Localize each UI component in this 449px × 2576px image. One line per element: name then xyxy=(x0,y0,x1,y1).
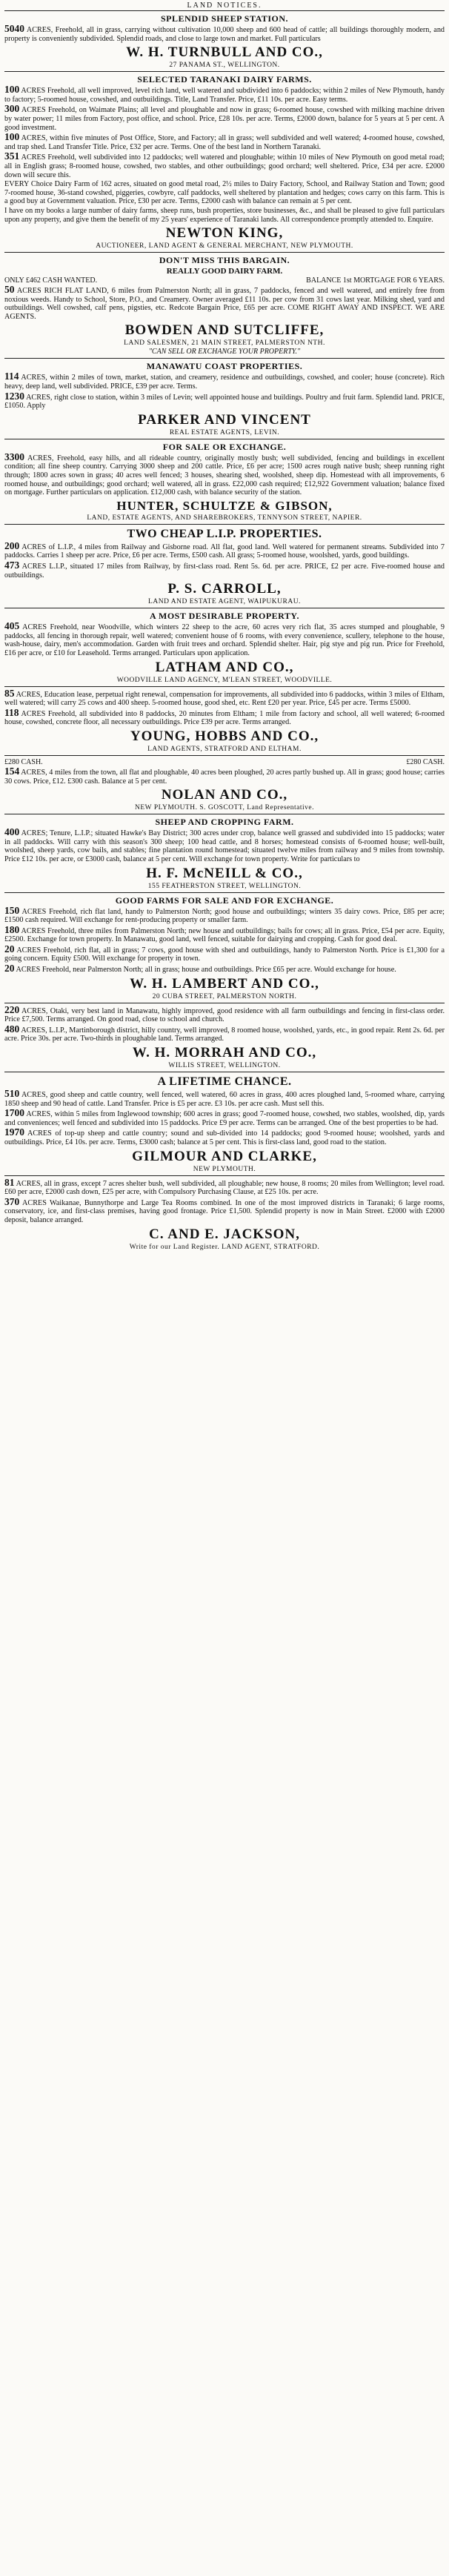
advertisements xyxy=(4,10,445,1253)
listing-text: ACRES Freehold, well subdivided into 12 paddocks; well watered and ploughable; within 10 miles of New Plymouth on good metal road; all in English grass; 8-roomed house, cowshed, two stables, and other outbuildings; good orchard; well sheltered. Price, £34 per acre. £2000 down will secure this. xyxy=(4,153,445,179)
land-advertisement xyxy=(4,524,445,608)
listing-text: ACRES, Otaki, very best land in Manawatu, highly improved, good residence with all farm outbuildings and fencing in first-class order. Price £7,500. Terms arranged. On good road, close to school and church. xyxy=(4,1006,445,1024)
ad-listings xyxy=(4,622,445,657)
agent-name: PARKER AND VINCENT xyxy=(138,411,311,428)
property-listing xyxy=(4,945,445,963)
agent-address: AUCTIONEER, LAND AGENT & GENERAL MERCHANT, NEW PLYMOUTH. xyxy=(96,242,353,250)
property-listing xyxy=(4,1025,445,1043)
ad-listings xyxy=(4,1089,445,1147)
ad-subheadline: REALLY GOOD DAIRY FARM. xyxy=(166,267,283,276)
land-advertisement xyxy=(4,439,445,524)
acreage-figure: 100 xyxy=(4,84,20,96)
ad-listings xyxy=(4,906,445,975)
agent-name: W. H. MORRAH AND CO., xyxy=(132,1045,317,1061)
listing-text: ACRES, right close to station, within 3 miles of Levin; well appointed house and buildings. Poultry and fruit farm. Splendid land. PRICE, £1050. Apply xyxy=(4,393,445,411)
listing-text: ACRES L.I.P., situated 17 miles from Railway, by first-class road. Rent 5s. 6d. per acre. PRICE, £2 per acre. Five-roomed house and outbuildings. xyxy=(4,562,445,580)
ad-listings xyxy=(4,1178,445,1225)
agent-name: NEWTON KING, xyxy=(165,225,284,242)
acreage-figure: 300 xyxy=(4,103,20,115)
acreage-figure: 20 xyxy=(4,963,15,975)
ad-terms-item: BALANCE 1st MORTGAGE FOR 6 YEARS. xyxy=(306,276,445,285)
property-listing xyxy=(4,24,445,43)
listing-text: ACRES of top-up sheep and cattle country; sound and sub-divided into 14 paddocks; good 9-roomed house; woolshed, yards and outbuildings. Price, £4 10s. per acre. Terms, £3000 cash; balance at 5 per cent. This is first-class land, good road to the station. xyxy=(4,1129,445,1146)
property-listing xyxy=(4,152,445,179)
ad-headline: A MOST DESIRABLE PROPERTY. xyxy=(150,611,299,622)
listing-text: ACRES Freehold, rich flat, all in grass; 7 cows, good house with shed and outbuildings, handy to Palmerston North. Price is £1,300 for a going concern. Equity £500. Will exchange for property in town. xyxy=(4,946,445,963)
agent-address: 20 CUBA STREET, PALMERSTON NORTH. xyxy=(152,992,297,1000)
ad-listings xyxy=(4,689,445,727)
listing-text: ACRES Freehold, all well improved, level rich land, well watered and subdivided into 6 paddocks; within 2 miles of New Plymouth, handy to factory; 5-roomed house, cowshed, and outbuildings. Title, Land Transfer. Price, £11 10s. per acre. Easy terms. xyxy=(4,87,445,104)
agent-address: NEW PLYMOUTH. S. GOSCOTT, Land Representative. xyxy=(134,804,314,812)
ad-terms-item: £280 CASH. xyxy=(406,757,445,766)
property-listing xyxy=(4,906,445,925)
property-listing xyxy=(4,1128,445,1146)
agent-address: LAND AND ESTATE AGENT, WAIPUKURAU. xyxy=(148,598,301,606)
land-advertisement xyxy=(4,686,445,755)
listing-text: ACRES, all in grass, except 7 acres shelter bush, well subdivided, all ploughable; new house, 8 rooms; 20 miles from Wellington; level road. £60 per acre, £2000 cash down, £25 per acre, with Compulsory Purchasing Clause, at £25 10s. per acre. xyxy=(4,1179,445,1197)
land-advertisement xyxy=(4,1175,445,1253)
agent-name: W. H. TURNBULL AND CO., xyxy=(126,44,323,61)
acreage-figure: 370 xyxy=(4,1195,20,1207)
listing-text: ACRES Freehold, near Palmerston North; all in grass; house and outbuildings. Price £65 per acre. Would exchange for house. xyxy=(16,966,396,975)
acreage-figure: 220 xyxy=(4,1003,20,1015)
ad-listings xyxy=(4,1003,445,1043)
property-listing xyxy=(4,1178,445,1197)
land-advertisement xyxy=(4,1072,445,1175)
acreage-figure: 20 xyxy=(4,943,15,955)
property-listing xyxy=(4,133,445,151)
agent-name: HUNTER, SCHULTZE & GIBSON, xyxy=(116,498,333,513)
land-advertisement xyxy=(4,608,445,686)
agent-name: H. F. McNEILL & CO., xyxy=(146,865,303,881)
agent-address: LAND AGENTS, STRATFORD AND ELTHAM. xyxy=(147,745,302,753)
property-listing xyxy=(4,372,445,391)
agent-name: LATHAM AND CO., xyxy=(155,659,294,675)
ad-headline: GOOD FARMS FOR SALE AND FOR EXCHANGE. xyxy=(115,894,334,906)
agent-address: Write for our Land Register. LAND AGENT, STRATFORD. xyxy=(129,1243,320,1251)
acreage-figure: 118 xyxy=(4,706,19,718)
acreage-figure: 405 xyxy=(4,620,20,632)
land-advertisement xyxy=(4,358,445,438)
property-listing xyxy=(4,622,445,657)
property-listing xyxy=(4,689,445,708)
listing-text: ACRES, Freehold, all in grass, carrying without cultivation 10,000 sheep and 600 head of cattle; all buildings thoroughly modern, and property is conveniently subdivided. Splendid roads, and close to large town and market. Full particulars xyxy=(4,26,445,43)
acreage-figure: 81 xyxy=(4,1176,15,1188)
agent-name: GILMOUR AND CLARKE, xyxy=(132,1148,317,1164)
ad-headline: FOR SALE OR EXCHANGE. xyxy=(162,441,287,452)
property-listing xyxy=(4,561,445,580)
acreage-figure: 1700 xyxy=(4,1107,24,1119)
ad-headline: SELECTED TARANAKI DAIRY FARMS. xyxy=(137,74,312,85)
property-listing xyxy=(4,85,445,104)
ad-terms-line xyxy=(4,276,445,285)
ad-slogan: "CAN SELL OR EXCHANGE YOUR PROPERTY." xyxy=(148,348,301,356)
listing-text: ACRES, good sheep and cattle country, well fenced, well watered, 60 acres in grass, 400 acres ploughed land, 5-roomed whare, carrying 1850 sheep and 90 head of cattle. Land Transfer. Price is £5 per acre. £3 10s. per acre cash. Must sell this. xyxy=(4,1091,445,1108)
agent-name: NOLAN AND CO., xyxy=(161,787,288,803)
property-listing xyxy=(4,828,445,863)
ad-terms-item: £280 CASH. xyxy=(4,757,43,766)
land-advertisement xyxy=(4,10,445,71)
listing-text: ACRES Freehold, all subdivided into 8 paddocks, 20 minutes from Eltham; 1 mile from factory and school, all well watered; 6-roomed house, cowshed, concrete floor, all necessary outbuildings. Price £39 per acre. Terms arranged. xyxy=(4,709,445,727)
listing-text: ACRES, within 2 miles of town, market, station, and creamery, residence and outbuildings, cowshed, and cooler; house (concrete). Rich heavy, deep land, well subdivided. PRICE, £39 per acre. Terms. xyxy=(4,374,445,391)
agent-address: 155 FEATHERSTON STREET, WELLINGTON. xyxy=(147,882,302,890)
listing-text: ACRES Freehold, three miles from Palmerston North; new house and outbuildings; bails for cows; all in grass. Price, £54 per acre. Equity, £2500. Exchange for town property. In Manawatu, good land, well fenced, suitable for dairying and cropping. Cash for good deal. xyxy=(4,926,445,944)
ad-listings xyxy=(4,24,445,43)
agent-address: LAND SALESMEN, 21 MAIN STREET, PALMERSTON NTH. xyxy=(124,339,325,348)
acreage-figure: 5040 xyxy=(4,23,24,34)
listing-text: ACRES Freehold, near Woodville, which winters 22 sheep to the acre, 60 acres very rich flat, 35 acres stumped and ploughable, 9 paddocks, all fencing in thorough repair, well watered; convenient house of 6 rooms, with every convenience, scullery, telephone to the house, wash-house, dairy, men's accommodation. Garden with fruit trees and orchard. Splendid shelter. Hair, pig stye and pig run. Price for Freehold, £16 per acre, or £10 for Leasehold. Terms arranged. Particulars upon application. xyxy=(4,623,445,657)
property-listing xyxy=(4,1003,445,1024)
property-listing xyxy=(4,453,445,497)
acreage-figure: 85 xyxy=(4,687,15,699)
agent-name: C. AND E. JACKSON, xyxy=(149,1226,300,1242)
ad-listings xyxy=(4,85,445,224)
listing-text: ACRES of L.I.P., 4 miles from Railway and Gisborne road. All flat, good land. Well watered for permanent streams. Subdivided into 7 paddocks. Carries 1 sheep per acre. Price, £6 per acre. Terms, £500 cash. All grass; 5-roomed house, woolshed, yards, good buildings. xyxy=(4,542,445,560)
ad-headline: A LIFETIME CHANCE. xyxy=(157,1075,292,1089)
acreage-figure: 1230 xyxy=(4,390,24,402)
listing-text: ACRES; Tenure, L.I.P.; situated Hawke's Bay District; 300 acres under crop, balance well grassed and subdivided into 15 paddocks; water in all paddocks. Will carry with this season's 300 sheep; 100 head cattle, and 8 horses; homestead consists of 6-roomed house; well-built, woolshed, sheep yards, cow bails, and stables; fine plantation round homestead; situated twelve miles from railway and 9 miles from township. Price £12 10s. per acre, or £3000 cash, balance at 5 per cent. Will exchange for town property. Write for particulars to xyxy=(4,829,445,863)
land-advertisement xyxy=(4,252,445,358)
property-listing xyxy=(4,708,445,727)
property-listing xyxy=(4,964,445,975)
acreage-figure: 180 xyxy=(4,923,20,935)
property-listing xyxy=(4,1109,445,1127)
property-listing xyxy=(4,392,445,411)
agent-name: BOWDEN AND SUTCLIFFE, xyxy=(124,322,325,339)
ad-headline: SHEEP AND CROPPING FARM. xyxy=(155,817,294,828)
listing-text: ACRES, Freehold, easy hills, and all rideable country, originally mostly bush; well subdivided, fencing and buildings in excellent condition; all fine sheep country. Carrying 3000 sheep and 200 cattle. Price, £6 per acre; 1500 acres rough native bush; sheep running right through; 1800 acres sown in grass; 40 acres well fenced; 3 houses, shearing shed, woolshed, sheep dip. Homestead with all improvements, 6 roomed house, and outbuildings; good orchard; well watered, all in grass. £22,000 cash required; £12,922 Government valuation; balance fixed on mortgage. Further particulars on application. £12,000 cash, with balance security of the station. xyxy=(4,454,445,497)
agent-name: W. H. LAMBERT AND CO., xyxy=(130,975,319,992)
listing-text: ACRES RICH FLAT LAND, 6 miles from Palmerston North; all in grass, 7 paddocks, fenced and well watered, and entirely free from noxious weeds. Handy to School, Store, P.O., and Creamery. Owner averaged £11 10s. per cow from 31 cows last year. Milking shed, yard and outbuildings. Well cowshed, calf pens, pigsties, etc. Redcote Bargain Price, £65 per acre. COME RIGHT AWAY AND INSPECT. WE ARE AGENTS. xyxy=(4,287,445,321)
property-listing xyxy=(4,923,445,944)
listing-text: ACRES, within five minutes of Post Office, Store, and Factory; all in grass; well subdivided and well watered; 4-roomed house, cowshed, and trap shed. Land Transfer Title. Price, £32 per acre. Terms. One of the best land in Northern Taranaki. xyxy=(4,134,445,151)
acreage-figure: 154 xyxy=(4,765,20,777)
acreage-figure: 1970 xyxy=(4,1126,24,1138)
ad-headline: TWO CHEAP L.I.P. PROPERTIES. xyxy=(127,527,322,540)
listing-text: ACRES, 4 miles from the town, all flat and ploughable, 40 acres been ploughed, 20 acres partly bushed up. All in grass; good house; carries 30 cows. Price, £12. £300 cash. Balance at 5 per cent. xyxy=(4,768,445,786)
ad-listings xyxy=(4,285,445,321)
ad-listings xyxy=(4,453,445,497)
ad-listings xyxy=(4,828,445,863)
ad-terms-item: ONLY £462 CASH WANTED. xyxy=(4,276,98,285)
listing-text: I have on my books a large number of dairy farms, sheep runs, bush properties, store businesses, &c., and shall be pleased to give full particulars upon any property, and give them the benefit of my 25 years' experience of Taranaki lands. All correspondence promptly attended to. Enquire. xyxy=(4,206,445,224)
listing-text: ACRES Freehold, on Waimate Plains; all level and ploughable and now in grass; 6-roomed house, cowshed with milking machine driven by water power; 11 miles from Factory, post office, and school. Price, £28 10s. per acre. Terms, £2000 down, balance for 5 years at 5 per cent. A good investment. xyxy=(4,106,445,132)
ad-listings xyxy=(4,372,445,410)
acreage-figure: 114 xyxy=(4,371,19,382)
agent-address: WILLIS STREET, WELLINGTON. xyxy=(168,1062,281,1070)
acreage-figure: 473 xyxy=(4,560,20,571)
listing-text: ACRES, Education lease, perpetual right renewal, compensation for improvements, all subdivided into 6 paddocks, within 3 miles of Eltham, well watered; will carry 25 cows and 400 sheep. 5-roomed house, good shed, etc. Rent £20 per year. Price, £45 per acre. Terms £5000. xyxy=(4,690,445,708)
acreage-figure: 480 xyxy=(4,1023,20,1035)
land-advertisement xyxy=(4,71,445,252)
land-advertisement xyxy=(4,1003,445,1072)
property-listing xyxy=(4,207,445,224)
land-advertisement xyxy=(4,892,445,1003)
ad-headline: MANAWATU COAST PROPERTIES. xyxy=(146,361,303,372)
agent-name: YOUNG, HOBBS AND CO., xyxy=(130,728,319,744)
page-masthead: LAND NOTICES. xyxy=(187,1,262,10)
property-listing xyxy=(4,767,445,786)
acreage-figure: 510 xyxy=(4,1088,20,1100)
agent-address: WOODVILLE LAND AGENCY, M'LEAN STREET, WOODVILLE. xyxy=(116,676,333,684)
listing-text: ACRES Freehold, rich flat land, handy to Palmerston North; good house and outbuildings; winters 35 dairy cows. Price, £85 per acre; £1500 cash required. Will exchange for rent-producing property or smaller farm. xyxy=(4,907,445,925)
acreage-figure: 150 xyxy=(4,904,20,916)
listing-text: ACRES, L.I.P., Martinborough district, hilly country, well improved, 8 roomed house, woolshed, yards, etc., in good repair. Rent 2s. 6d. per acre. Price 30s. per acre. Two-thirds in ploughable land. Terms arranged. xyxy=(4,1026,445,1043)
ad-terms-line xyxy=(4,758,445,767)
ad-headline: DON'T MISS THIS BARGAIN. xyxy=(159,255,290,266)
agent-address: REAL ESTATE AGENTS, LEVIN. xyxy=(169,428,280,436)
listing-text: EVERY Choice Dairy Farm of 162 acres, situated on good metal road, 2½ miles to Dairy Factory, School, and Railway Station and Town; good 7-roomed house, 36-stand cowshed, piggeries, cowbyre, calf paddocks, well sheltered by plantation and hedges; cows carry on this farm. This is a good buy at Government valuation. Price, £30 per acre. Terms, £2000 cash with balance can remain at 5 per cent. xyxy=(4,180,445,206)
property-listing xyxy=(4,104,445,132)
land-advertisement xyxy=(4,814,445,892)
listing-text: ACRES Waikanae, Bunnythorpe and Large Tea Rooms combined. In one of the most improved districts in Taranaki; 6 large rooms, conservatory, ice, and first-class premises, having good frontage. Price £1,500. Splendid property is now in Main Street. £2000 with £2000 deposit, balance arranged. xyxy=(4,1198,445,1224)
agent-address: NEW PLYMOUTH. xyxy=(193,1165,256,1173)
property-listing xyxy=(4,542,445,560)
acreage-figure: 351 xyxy=(4,150,20,162)
acreage-figure: 100 xyxy=(4,131,20,143)
property-listing xyxy=(4,285,445,321)
land-advertisement xyxy=(4,755,445,814)
listing-text: ACRES, within 5 miles from Inglewood township; 600 acres in grass; good 7-roomed house, cowshed, two stables, woolshed, dip, yards and conveniences; well fenced and subdivided into 15 paddocks. Price £9 per acre. Terms can be arranged. One of the best properties to be had. xyxy=(4,1110,445,1127)
acreage-figure: 50 xyxy=(4,284,15,296)
acreage-figure: 200 xyxy=(4,540,20,551)
ad-headline: SPLENDID SHEEP STATION. xyxy=(160,13,289,24)
ad-listings xyxy=(4,767,445,786)
property-listing xyxy=(4,1195,445,1225)
agent-name: P. S. CARROLL, xyxy=(167,581,282,597)
ad-listings xyxy=(4,542,445,580)
agent-address: LAND, ESTATE AGENTS, AND SHAREBROKERS, TENNYSON STREET, NAPIER. xyxy=(87,514,362,522)
property-listing xyxy=(4,1089,445,1108)
acreage-figure: 400 xyxy=(4,826,20,838)
agent-address: 27 PANAMA ST., WELLINGTON. xyxy=(169,62,280,70)
property-listing xyxy=(4,180,445,206)
acreage-figure: 3300 xyxy=(4,451,24,462)
